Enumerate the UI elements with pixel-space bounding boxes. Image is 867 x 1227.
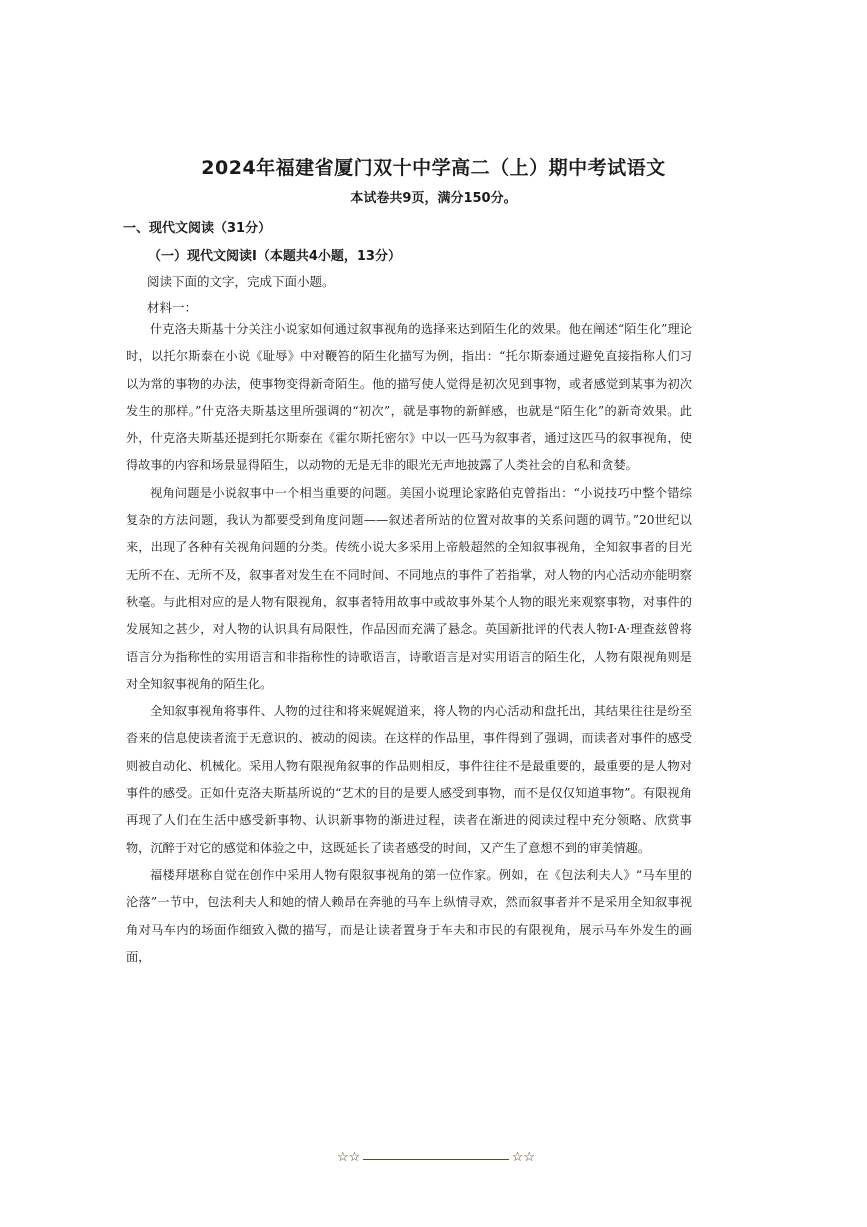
paragraph: 福楼拜堪称自觉在创作中采用人物有限叙事视角的第一位作家。例如，在《包法利夫人》“马车里的沦落”一节中，包法利夫人和她的情人赖昂在奔驰的马车上纵情寻欢，然而叙事者并不是采用全知叙事视角对马车内的场面作细致入微的描写，而是让读者置身于车夫和市民的有限视角，展示马车外发生的画面， [126, 867, 692, 964]
exam-subtitle: 本试卷共9页，满分150分。 [350, 191, 517, 206]
star-icon: ☆☆ [337, 1150, 361, 1165]
star-icon: ☆☆ [511, 1150, 535, 1165]
subsection-heading: （一）现代文阅读Ⅰ（本题共4小题，13分） [148, 249, 401, 264]
paragraph: 全知叙事视角将事件、人物的过往和将来娓娓道来，将人物的内心活动和盘托出，其结果往往是纷至沓来的信息使读者流于无意识的、被动的阅读。在这样的作品里，事件得到了强调，而读者对事件的感受则被自动化、机械化。采用人物有限视角叙事的作品则相反，事件往往不是最重要的，最重要的是人物对事件的感受。正如什克洛夫斯基所说的“艺术的目的是要人感受到事物，而不是仅仅知道事物”。有限视角再现了人们在生活中感受新事物、认识新事物的渐进过程，读者在渐进的阅读过程中充分领略、欣赏事物，沉醉于对它的感觉和体验之中，这既延长了读者感受的时间，又产生了意想不到的审美情趣。 [126, 704, 692, 855]
instruction-text: 阅读下面的文字，完成下面小题。 [147, 274, 335, 289]
footer-divider [363, 1159, 509, 1160]
page-footer-ornament [337, 1152, 535, 1168]
paragraph: 什克洛夫斯基十分关注小说家如何通过叙事视角的选择来达到陌生化的效果。他在阐述“陌生化”理论时，以托尔斯泰在小说《耻辱》中对鞭笞的陌生化描写为例，指出：“托尔斯泰通过避免直接指称人们习以为常的事物的办法，使事物变得新奇陌生。他的描写使人觉得是初次见到事物，或者感觉到某事为初次发生的那样。”什克洛夫斯基这里所强调的“初次”，就是事物的新鲜感，也就是“陌生化”的新奇效果。此外，什克洛夫斯基还提到托尔斯泰在《霍尔斯托密尔》中以一匹马为叙事者，通过这匹马的叙事视角，使得故事的内容和场景显得陌生，以动物的无是无非的眼光无声地披露了人类社会的自私和贪婪。 [126, 322, 692, 473]
material-label: 材料一： [147, 300, 198, 315]
exam-title: 2024年福建省厦门双十中学高二（上）期中考试语文 [201, 157, 666, 179]
section-heading: 一、现代文阅读（31分） [123, 221, 272, 236]
paragraph: 视角问题是小说叙事中一个相当重要的问题。美国小说理论家路伯克曾指出：“小说技巧中整个错综复杂的方法问题，我认为都要受到角度问题——叙述者所站的位置对故事的关系问题的调节。”20世纪以来，出现了各种有关视角问题的分类。传统小说大多采用上帝般超然的全知叙事视角，全知叙事者的目光无所不在、无所不及，叙事者对发生在不同时间、不同地点的事件了若指掌，对人物的内心活动亦能明察秋毫。与此相对应的是人物有限视角，叙事者特用故事中或故事外某个人物的眼光来观察事物，对事件的发展知之甚少，对人物的认识具有局限性，作品因而充满了悬念。英国新批评的代表人物I·A·理查兹曾将语言分为指称性的实用语言和非指称性的诗歌语言，诗歌语言是对实用语言的陌生化，人物有限视角则是对全知叙事视角的陌生化。 [126, 485, 692, 691]
reading-passage [126, 316, 692, 971]
